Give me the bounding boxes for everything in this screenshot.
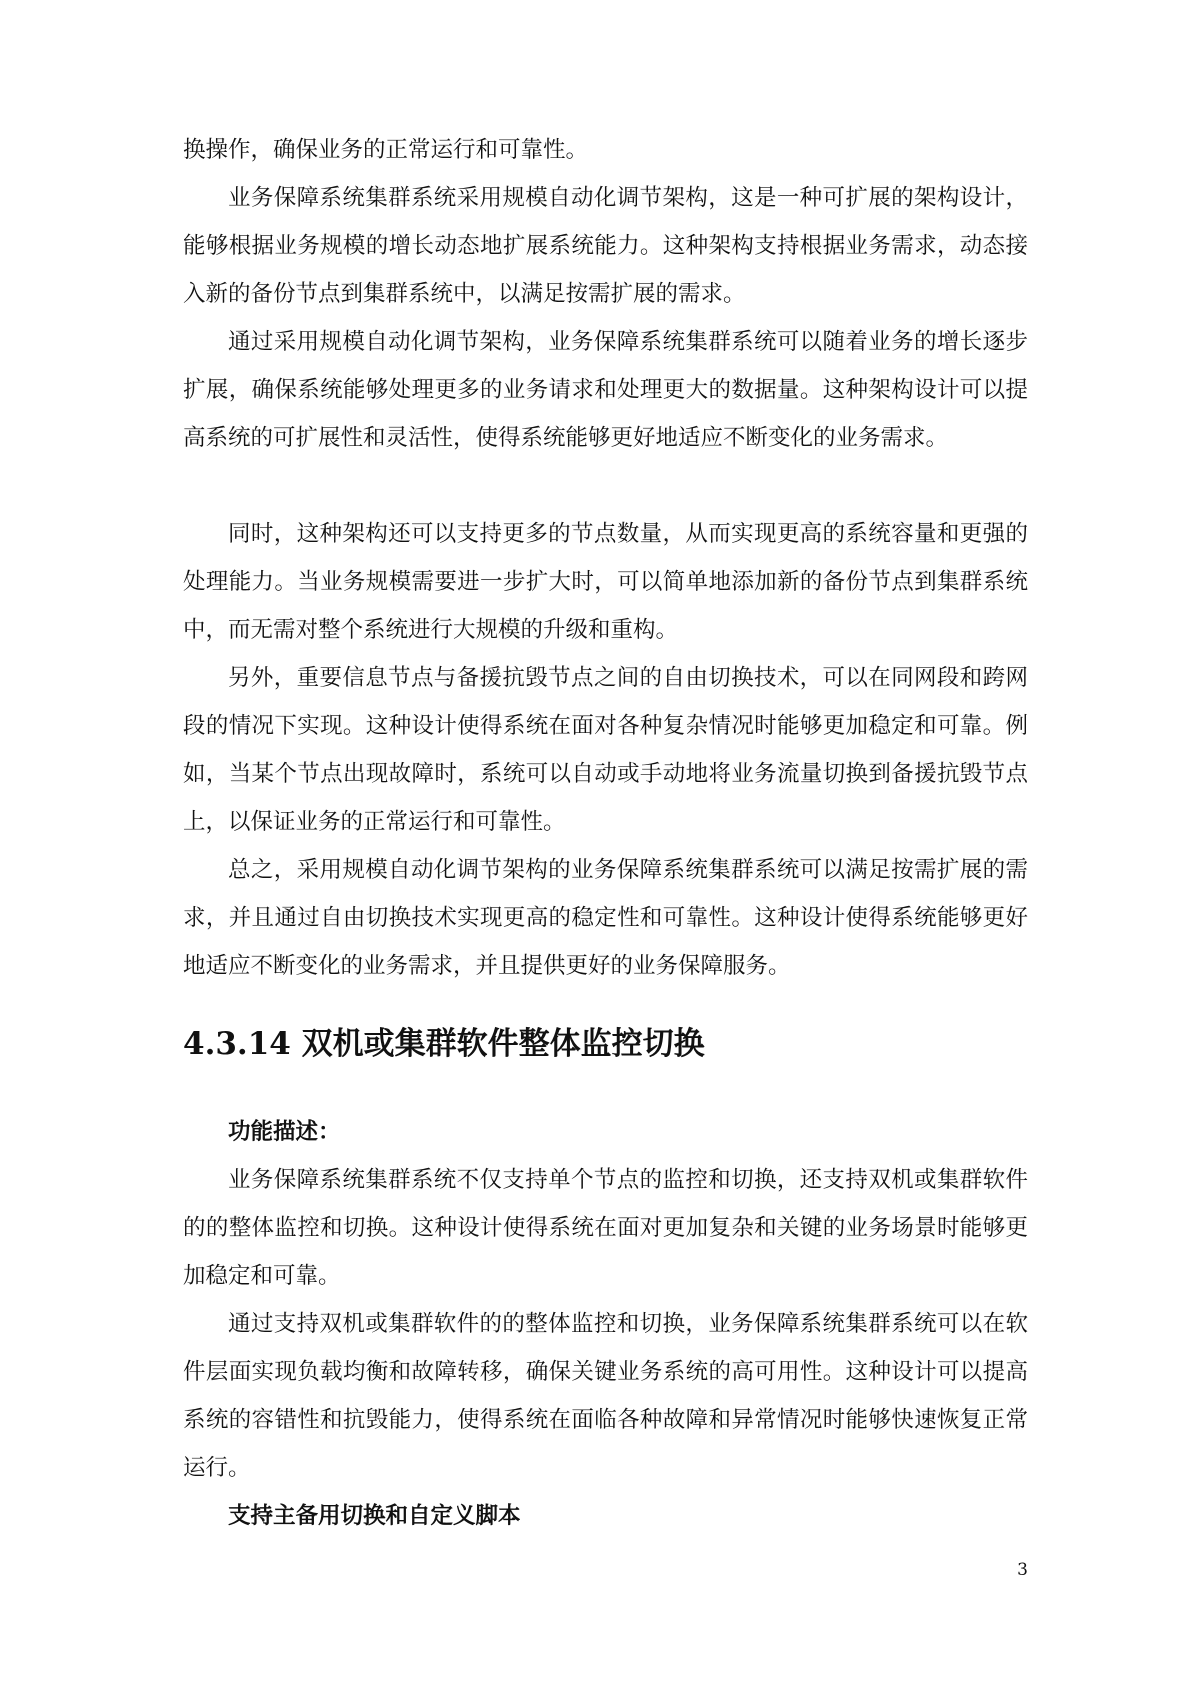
paragraph-summary: 总之，采用规模自动化调节架构的业务保障系统集群系统可以满足按需扩展的需求，并且通过自由切换技术实现更高的稳定性和可靠性。这种设计使得系统能够更好地适应不断变化的业务需求，并且提供更好的业务保障服务。 (183, 857, 1028, 979)
paragraph-scaling: 通过采用规模自动化调节架构，业务保障系统集群系统可以随着业务的增长逐步扩展，确保系统能够处理更多的业务请求和处理更大的数据量。这种架构设计可以提高系统的可扩展性和灵活性，使得系统能够更好地适应不断变化的业务需求。 (183, 329, 1028, 451)
paragraph-switching: 另外，重要信息节点与备援抗毁节点之间的自由切换技术，可以在同网段和跨网段的情况下实现。这种设计使得系统在面对各种复杂情况时能够更加稳定和可靠。例如，当某个节点出现故障时，系统可以自动或手动地将业务流量切换到备援抗毁节点上，以保证业务的正常运行和可靠性。 (183, 665, 1028, 835)
paragraph-high-availability: 通过支持双机或集群软件的的整体监控和切换，业务保障系统集群系统可以在软件层面实现负载均衡和故障转移，确保关键业务系统的高可用性。这种设计可以提高系统的容错性和抗毁能力，使得系统在面临各种故障和异常情况时能够快速恢复正常运行。 (183, 1311, 1028, 1481)
paragraph-overall-monitoring: 业务保障系统集群系统不仅支持单个节点的监控和切换，还支持双机或集群软件的的整体监控和切换。这种设计使得系统在面对更加复杂和关键的业务场景时能够更加稳定和可靠。 (183, 1167, 1028, 1289)
function-description-label: 功能描述： (228, 1119, 341, 1145)
section-heading: 4.3.14 双机或集群软件整体监控切换 (183, 1026, 705, 1062)
paragraph-capacity: 同时，这种架构还可以支持更多的节点数量，从而实现更高的系统容量和更强的处理能力。当业务规模需要进一步扩大时，可以简单地添加新的备份节点到集群系统中，而无需对整个系统进行大规模的升级和重构。 (183, 521, 1028, 643)
page-number: 3 (1017, 1560, 1028, 1580)
paragraph-architecture: 业务保障系统集群系统采用规模自动化调节架构，这是一种可扩展的架构设计，能够根据业务规模的增长动态地扩展系统能力。这种架构支持根据业务需求，动态接入新的备份节点到集群系统中，以满足按需扩展的需求。 (183, 185, 1028, 307)
feature-label: 支持主备用切换和自定义脚本 (228, 1503, 521, 1529)
paragraph-continued: 换操作，确保业务的正常运行和可靠性。 (183, 137, 589, 163)
